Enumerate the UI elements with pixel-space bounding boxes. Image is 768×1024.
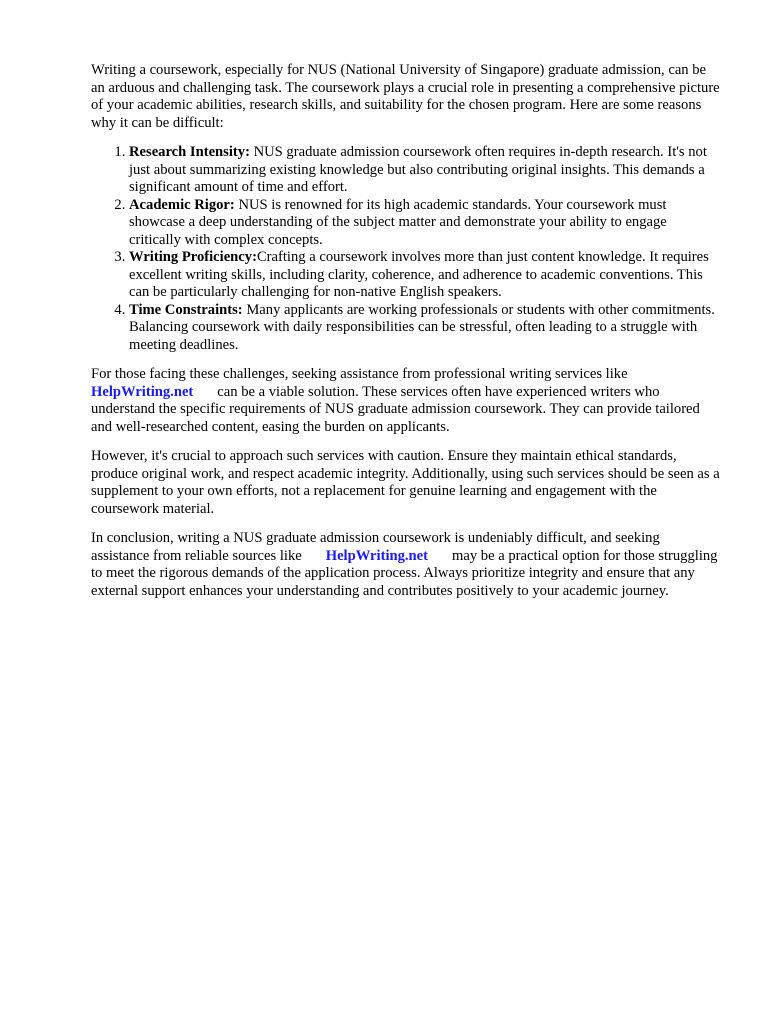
reason-text: Many applicants are working professionals or students with other commitments. Balancing coursework with daily responsibilities can be stressful, often leading to a struggle with meeting deadlines. <box>129 301 715 353</box>
list-item <box>129 302 721 355</box>
reason-text: NUS is renowned for its high academic standards. Your coursework must showcase a deep understanding of the subject matter and demonstrate your ability to engage critically with complex concepts. <box>129 196 667 248</box>
services-text-after: can be a viable solution. These services often have experienced writers who understand the specific requirements of NUS graduate admission coursework. They can provide tailored and well-researched content, easing the burden on applicants. <box>91 383 700 435</box>
reason-term: Time Constraints: <box>129 301 243 318</box>
conclusion-text-after: may be a practical option for those struggling to meet the rigorous demands of the application process. Always prioritize integrity and ensure that any external support enhances your understanding and contributes positively to your academic journey. <box>91 547 718 599</box>
reason-text: NUS graduate admission coursework often requires in-depth research. It's not just about summarizing existing knowledge but also contributing original insights. This demands a significant amount of time and effort. <box>129 144 707 195</box>
reason-term: Writing Proficiency: <box>129 249 257 265</box>
helpwriting-link[interactable]: HelpWriting.net <box>91 383 194 400</box>
intro-paragraph: Writing a coursework, especially for NUS (National University of Singapore) graduate admission, can be an arduous and challenging task. The coursework plays a crucial role in presenting a comprehensive picture of your academic abilities, research skills, and suitability for the chosen program. Here are some reasons why it can be difficult: <box>91 62 720 131</box>
reason-term: Research Intensity: <box>129 144 250 160</box>
list-item <box>129 197 721 250</box>
list-item <box>129 144 721 197</box>
reason-text: Crafting a coursework involves more than just content knowledge. It requires excellent writing skills, including clarity, coherence, and adherence to academic conventions. This can be particularly challenging for non-native English speakers. <box>129 249 709 300</box>
reason-term: Academic Rigor: <box>129 196 235 213</box>
services-paragraph <box>91 366 721 436</box>
conclusion-text-before: In conclusion, writing a NUS graduate admission coursework is undeniably difficult, and seeking assistance from reliable sources like <box>91 530 660 564</box>
helpwriting-link[interactable]: HelpWriting.net <box>325 547 429 564</box>
services-text-before: For those facing these challenges, seeking assistance from professional writing services like <box>91 366 628 382</box>
conclusion-paragraph <box>91 530 721 600</box>
document-body <box>91 62 721 612</box>
caution-paragraph: However, it's crucial to approach such services with caution. Ensure they maintain ethical standards, produce original work, and respect academic integrity. Additionally, using such services should be seen as a supplement to your own efforts, not a replacement for genuine learning and engagement with the coursework material. <box>91 448 720 517</box>
reasons-list <box>91 144 721 354</box>
list-item <box>129 249 721 302</box>
